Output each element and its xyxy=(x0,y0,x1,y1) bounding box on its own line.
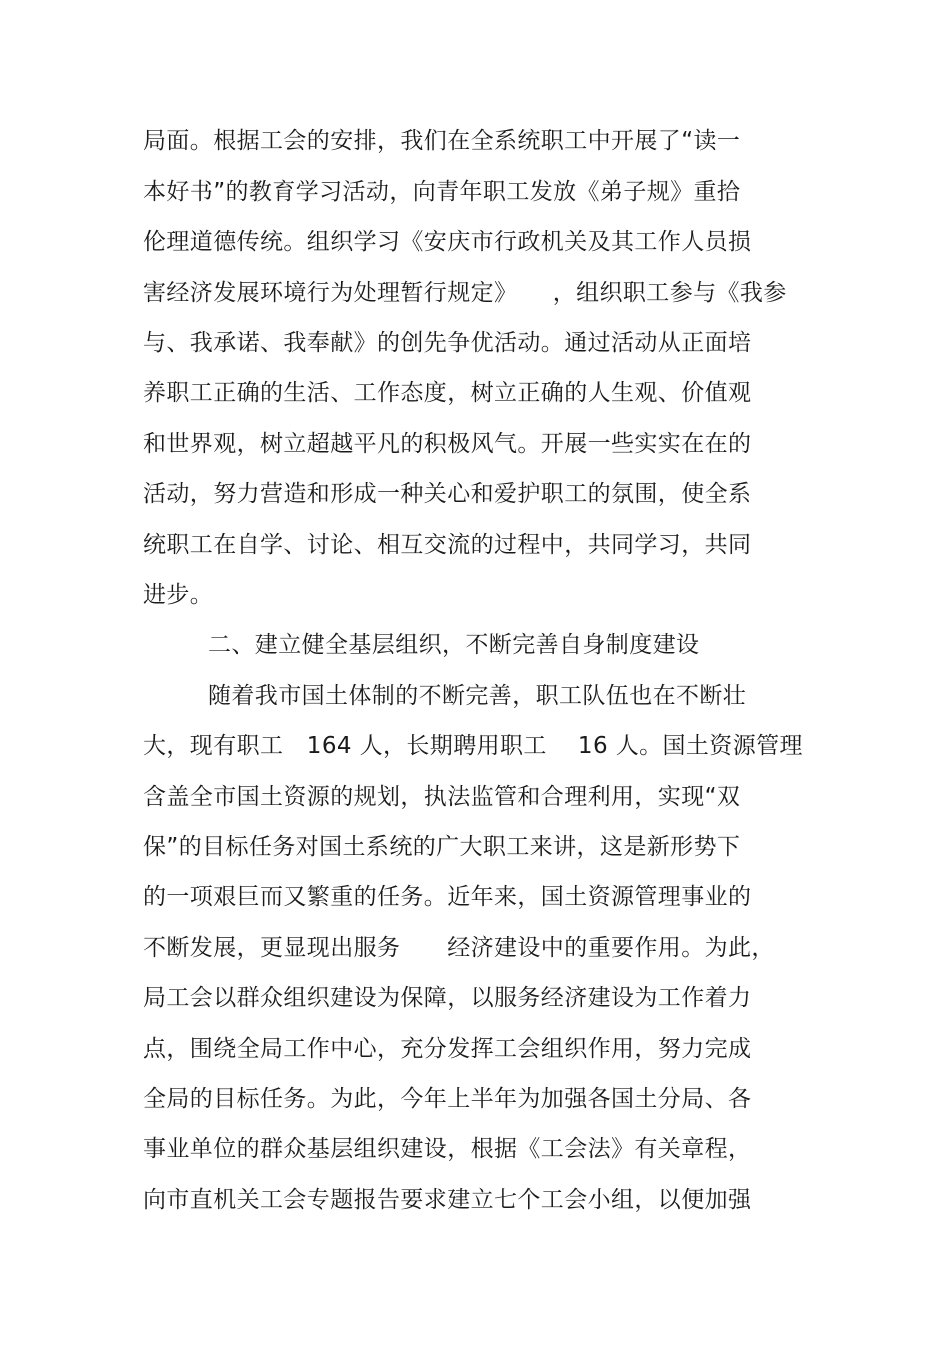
section-heading: 二、建立健全基层组织，不断完善自身制度建设 xyxy=(208,632,700,658)
text-line: 随着我市国土体制的不断完善，职工队伍也在不断壮 xyxy=(208,683,747,709)
text-line: 害经济发展环境行为处理暂行规定》 ，组织职工参与《我参 xyxy=(143,280,787,306)
text-line: 大，现有职工 164 人，长期聘用职工 16 人。国土资源管理 xyxy=(143,733,803,759)
text-line: 局面。根据工会的安排，我们在全系统职工中开展了“读一 xyxy=(143,128,741,154)
text-line: 进步。 xyxy=(143,582,214,608)
text-line: 伦理道德传统。组织学习《安庆市行政机关及其工作人员损 xyxy=(143,229,752,255)
text-line: 保”的目标任务对国土系统的广大职工来讲，这是新形势下 xyxy=(143,834,741,860)
text-line: 事业单位的群众基层组织建设，根据《工会法》有关章程， xyxy=(143,1136,752,1162)
text-line: 不断发展，更显现出服务 经济建设中的重要作用。为此， xyxy=(143,935,775,961)
text-line: 统职工在自学、讨论、相互交流的过程中，共同学习，共同 xyxy=(143,532,752,558)
text-line: 点，围绕全局工作中心，充分发挥工会组织作用，努力完成 xyxy=(143,1036,752,1062)
text-line: 养职工正确的生活、工作态度，树立正确的人生观、价值观 xyxy=(143,380,752,406)
text-line: 全局的目标任务。为此，今年上半年为加强各国土分局、各 xyxy=(143,1086,752,1112)
text-line: 与、我承诺、我奉献》的创先争优活动。通过活动从正面培 xyxy=(143,330,752,356)
text-line: 局工会以群众组织建设为保障，以服务经济建设为工作着力 xyxy=(143,985,752,1011)
text-line: 含盖全市国土资源的规划，执法监管和合理利用，实现“双 xyxy=(143,784,741,810)
text-line: 活动，努力营造和形成一种关心和爱护职工的氛围，使全系 xyxy=(143,481,752,507)
text-line: 向市直机关工会专题报告要求建立七个工会小组，以便加强 xyxy=(143,1187,752,1213)
text-line: 的一项艰巨而又繁重的任务。近年来，国土资源管理事业的 xyxy=(143,884,752,910)
text-line: 和世界观，树立超越平凡的积极风气。开展一些实实在在的 xyxy=(143,431,752,457)
text-line: 本好书”的教育学习活动，向青年职工发放《弟子规》重拾 xyxy=(143,179,741,205)
